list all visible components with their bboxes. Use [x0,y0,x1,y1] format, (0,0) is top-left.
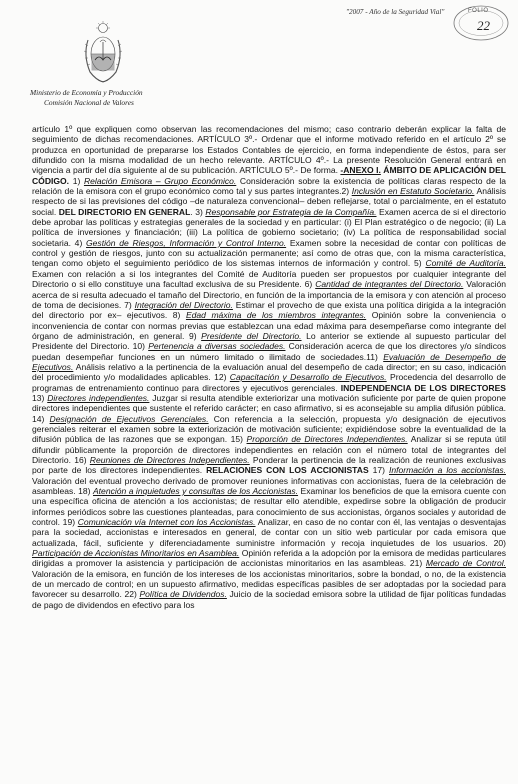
body-text-run: Analizar si se reputa útil difundir públicamente la proporción de directores independientes en relación con el número total de integrantes del Directorio. 16) [32,434,506,465]
body-text-run: Juzgar si resulta atendible exteriorizar una motivación suficiente por parte de quien propone directores independientes que sustente el referido carácter; en caso afirmativo, si es aconsejable su amplia difusión pública. 14) [32,392,506,424]
section-heading-italic: Gestión de Riesgos, Información y Control Interno. [86,237,287,248]
section-heading-italic: Edad máxima de los miembros integrantes. [185,310,367,321]
section-heading-italic: Relación Emisora – Grupo Económico. [83,175,237,186]
body-text-run: 1) [69,175,84,186]
section-heading-italic: Reuniones de Directores Independientes. [89,455,250,465]
body-text-run: Valoración del eventual provecho derivado de promover reuniones informativas con accionistas, fuera de la celebración de asambleas. 18) [32,475,506,497]
section-heading-bold: ÁMBITO DE APLICACIÓN DEL CÓDIGO. [32,165,506,186]
body-text-run: Juicio de la sociedad emisora sobre la utilidad de fijar políticas fundadas de pago de dividendos en efectivo para los [32,589,506,610]
body-text-run: artículo 1º que expliquen como observan las recomendaciones del mismo; caso contrario deberán explicar la falta de seguimiento de dichas recomendaciones. ARTÍCULO 3º.- Ordenar que el informe motivado referido en el artículo 2º se produzca en oportunidad de prepararse los Estados Contables de ejercicio, en forma independiente de éstos, para ser difundido con la misma modalidad de un hecho relevante. ARTÍCULO 4º.- La presente Resolución General entrará en vigencia a partir del día siguiente al de su publicación. ARTÍCULO 5º.- De forma. [32,124,506,176]
body-text-run: Opinión referida a la adopción por la emisora de medidas particulares dirigidas a promover la asistencia y participación de accionistas minoritarios en las asambleas. 21) [32,548,506,569]
body-text-run: Consideración sobre la existencia de políticas claras respecto de la relación de la emisora con el grupo económico como tal y sus partes integrantes.2) [32,175,506,197]
body-text-run: Valoración de la emisora, en función de los intereses de los accionistas minoritarios, sobre la bondad, o no, de la existencia de un mercado de control; en un supuesto afirmativo, medidas específicas pasibles de ser adoptadas por la sociedad para favorecer su desarrollo. 22) [32,568,506,600]
section-heading-italic: Integración del Directorio. [134,299,233,310]
body-text-run: Analizar, en caso de no contar con él, las ventajas o desventajas para la sociedad, accionistas e interesados en general, de contar con un sitio web particular por cada emisora que actualizada, fácil, suficiente y diferenciadamente suministre información y recoja inquietudes de los usuarios. 20) [32,517,506,548]
section-heading-italic: Atención a inquietudes y consultas de los Accionistas. [92,486,299,497]
body-text-run: Consideración acerca de que los directores y/o síndicos puedan desempeñar funciones en un número limitado o ilimitado de sociedades.11) [32,341,506,362]
section-heading-italic: Presidente del Directorio. [201,330,302,341]
section-heading-italic: Proporción de Directores Independientes. [246,434,408,445]
section-heading-bold: -ANEXO I. [340,165,381,176]
body-text-run: . 3) [190,206,206,217]
section-heading-italic: Capacitación y Desarrollo de Ejecutivos. [229,372,387,383]
body-text-run: Examen con relación a si los integrantes del Comité de Auditoría pueden ser propuestos por cualquier integrante del Directorio o si ello constituye una facultad exclusiva de su Presidente. 6) [32,268,506,290]
body-text-run: Examen acerca de si el directorio debe aprobar las políticas y estrategias generales de la sociedad y en particular: (i) El Plan estratégico o de negocio; (ii) La política de inversiones y financiación; (iii) La política de gobierno societario; (iv) La política de responsabilidad social societaria. 4) [32,206,506,248]
document-body-text [32,124,506,610]
body-text-run: Examinar los beneficios de que la emisora cuente con una específica oficina de atención a los accionistas; de resultar ello atendible, expedirse sobre la obligación de producir informes periódicos sobre las cuestiones planteadas, para conocimiento de sus accionistas, órganos sociales y autoridad de control. 19) [32,486,506,528]
section-heading-italic: Comunicación vía Internet con los Accionistas. [77,517,256,528]
section-heading-italic: Evaluación de Desempeño de Ejecutivos. [32,351,506,372]
section-heading-bold: DEL DIRECTORIO EN GENERAL [58,206,191,217]
body-text-run: Estimar el provecho de que exista una política dirigida a la integración del directorio por ex– ejecutivos. 8) [32,299,507,321]
body-text-run: Análisis relativo a la pertinencia de la evaluación anual del desempeño de cada director; en su caso, indicación del procedimiento y/o modalidades aplicables. 12) [32,361,506,383]
body-text-run: Ponderar la pertinencia de la realización de reuniones exclusivas por parte de los directores independientes. [32,455,506,476]
section-heading-italic: Participación de Accionistas Minoritarios en Asamblea. [32,548,240,559]
year-motto-header: "2007 - Año de la Seguridad Vial" [346,8,445,16]
section-heading-italic: Cantidad de integrantes del Directorio. [315,279,464,290]
commission-name: Comisión Nacional de Valores [44,98,134,107]
body-text-run: 13) [32,392,48,403]
section-heading-bold: INDEPENDENCIA DE LOS DIRECTORES [340,382,506,393]
ministry-name: Ministerio de Economía y Producción [30,88,143,97]
section-heading-italic: Información a los accionistas. [389,465,506,476]
section-heading-italic: Directores independientes. [47,392,150,403]
body-text-run: Análisis respecto de si las previsiones del código –de naturaleza convencional– deben reflejarse, total o parcialmente, en el estatuto social. [32,186,506,217]
argentina-coat-of-arms-emblem [82,20,124,86]
section-heading-italic: Comité de Auditoría. [425,258,506,269]
body-text-run: Opinión sobre la conveniencia o inconveniencia de contar con normas previas que establezcan una edad máxima para desempeñarse como integrante del órgano de administración, en general. 9) [32,310,507,341]
section-heading-italic: Designación de Ejecutivos Gerenciales. [49,413,209,424]
section-heading-italic: Mercado de Control. [425,558,506,569]
folio-number: 22 [477,18,490,33]
body-text-run: Procedencia del desarrollo de programas de entrenamiento continuo para directores y ejecutivos gerenciales. [32,372,506,393]
body-text-run: 17) [368,465,389,476]
ministry-heading [30,88,230,108]
body-text-run: Valoración acerca de si resulta adecuado el tamaño del Directorio, en función de la importancia de la emisora y con atención al proceso de toma de decisiones. 7) [32,279,507,310]
section-heading-italic: Inclusión en Estatuto Societario. [351,186,475,197]
body-text-run: Con referencia a la selección, propuesta y/o designación de ejecutivos gerenciales reiterar el examen sobre la exteriorización de motivación suficiente; expidiéndose sobre la eventualidad de la difusión pública de las razones que se expongan. 15) [32,413,506,445]
section-heading-italic: Pertenencia a diversas sociedades. [148,341,286,352]
body-text-run: Lo anterior se extiende al supuesto particular del Presidente del Directorio. 10) [32,330,506,352]
section-heading-italic: Responsable por Estrategia de la Compañía. [205,206,377,217]
section-heading-italic: Política de Dividendos. [139,589,227,600]
folio-stamp-label: FOLIO [468,8,489,14]
body-text-run: Examen sobre la necesidad de contar con políticas de control y gestión de riesgos, junto con su actualización permanente; así como de otras que, con la misma característica, tengan como objeto el seguimiento periódico de los sistemas internos de información y control. 5) [32,237,506,269]
section-heading-bold: RELACIONES CON LOS ACCIONISTAS [206,465,369,476]
